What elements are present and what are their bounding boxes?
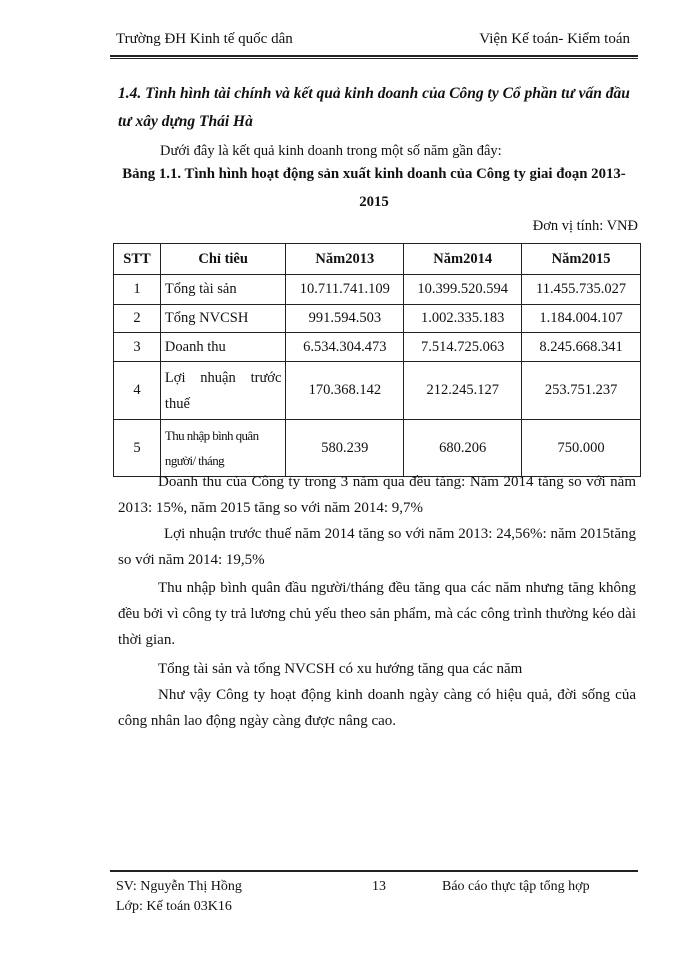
paragraph-conclusion-text: Như vậy Công ty hoạt động kinh doanh ngày càng có hiệu quả, đời sống của công nhân lao động ngày càng được nâng cao.	[118, 687, 636, 729]
col-header-indicator: Chỉ tiêu	[160, 244, 285, 275]
table-header-row	[114, 244, 641, 275]
table-row	[114, 420, 641, 477]
cell-indicator: Doanh thu	[160, 333, 285, 362]
col-header-2015: Năm2015	[522, 244, 641, 275]
footer-rule	[110, 870, 638, 872]
col-header-2013: Năm2013	[286, 244, 404, 275]
paragraph-revenue	[118, 469, 636, 521]
table-row	[114, 333, 641, 362]
cell-indicator: Thu nhập bình quân người/ tháng	[160, 420, 285, 477]
footer-student	[116, 877, 242, 917]
header-rule-thin	[110, 58, 638, 59]
paragraph-assets	[118, 656, 636, 682]
cell-2014: 1.002.335.183	[404, 305, 522, 333]
cell-2015: 1.184.004.107	[522, 305, 641, 333]
cell-2014: 212.245.127	[404, 362, 522, 420]
cell-2013: 6.534.304.473	[286, 333, 404, 362]
col-header-2014: Năm2014	[404, 244, 522, 275]
header-institute: Viện Kế toán- Kiểm toán	[479, 31, 630, 47]
cell-2013: 170.368.142	[286, 362, 404, 420]
page-number: 13	[372, 879, 386, 894]
cell-2014: 7.514.725.063	[404, 333, 522, 362]
cell-stt: 5	[114, 420, 161, 477]
header-rule	[110, 55, 638, 57]
cell-stt: 3	[114, 333, 161, 362]
cell-2015: 8.245.668.341	[522, 333, 641, 362]
financial-table	[113, 243, 641, 477]
cell-2013: 580.239	[286, 420, 404, 477]
table-row	[114, 305, 641, 333]
paragraph-profit	[118, 521, 636, 573]
cell-stt: 1	[114, 275, 161, 305]
footer-class: Lớp: Kế toán 03K16	[116, 899, 232, 914]
paragraph-revenue-text: Doanh thu của Công ty trong 3 năm qua đều tăng: Năm 2014 tăng so với năm 2013: 15%, năm 2015 tăng so với năm 2014: 9,7%	[118, 474, 636, 516]
cell-indicator: Tổng tài sản	[160, 275, 285, 305]
section-heading: 1.4. Tình hình tài chính và kết quả kinh doanh của Công ty Cổ phần tư vấn đầu tư xây dựng Thái Hà	[118, 85, 630, 130]
cell-2013: 10.711.741.109	[286, 275, 404, 305]
table-caption: Bảng 1.1. Tình hình hoạt động sản xuất kinh doanh của Công ty giai đoạn 2013-2015	[122, 166, 626, 210]
footer-student-name: SV: Nguyễn Thị Hồng	[116, 879, 242, 894]
table-row	[114, 362, 641, 420]
cell-2015: 11.455.735.027	[522, 275, 641, 305]
cell-indicator	[160, 362, 285, 420]
page-header	[116, 31, 630, 48]
cell-2015: 253.751.237	[522, 362, 641, 420]
intro-text: Dưới đây là kết quả kinh doanh trong một số năm gần đây:	[160, 143, 502, 159]
cell-stt: 4	[114, 362, 161, 420]
cell-2014: 680.206	[404, 420, 522, 477]
cell-2015: 750.000	[522, 420, 641, 477]
cell-stt: 2	[114, 305, 161, 333]
cell-2014: 10.399.520.594	[404, 275, 522, 305]
paragraph-profit-text: Lợi nhuận trước thuế năm 2014 tăng so với năm 2013: 24,56%: năm 2015tăng so với năm 2014: 19,5%	[118, 526, 636, 568]
paragraph-assets-text: Tổng tài sản và tổng NVCSH có xu hướng tăng qua các năm	[158, 661, 523, 677]
header-university: Trường ĐH Kinh tế quốc dân	[116, 31, 293, 47]
paragraph-conclusion	[118, 682, 636, 734]
unit-label: Đơn vị tính: VNĐ	[532, 218, 638, 234]
footer-report-title: Báo cáo thực tập tổng hợp	[442, 879, 590, 894]
paragraph-income-text: Thu nhập bình quân đầu người/tháng đều tăng qua các năm nhưng tăng không đều bởi vì công ty trả lương chủ yếu theo sản phẩm, mà các công trình thường kéo dài thời gian.	[118, 580, 636, 648]
cell-indicator-text: Lợi nhuận trước thuế	[164, 369, 282, 412]
col-header-stt: STT	[114, 244, 161, 275]
cell-indicator: Tổng NVCSH	[160, 305, 285, 333]
cell-2013: 991.594.503	[286, 305, 404, 333]
table-row	[114, 275, 641, 305]
paragraph-income	[118, 575, 636, 653]
